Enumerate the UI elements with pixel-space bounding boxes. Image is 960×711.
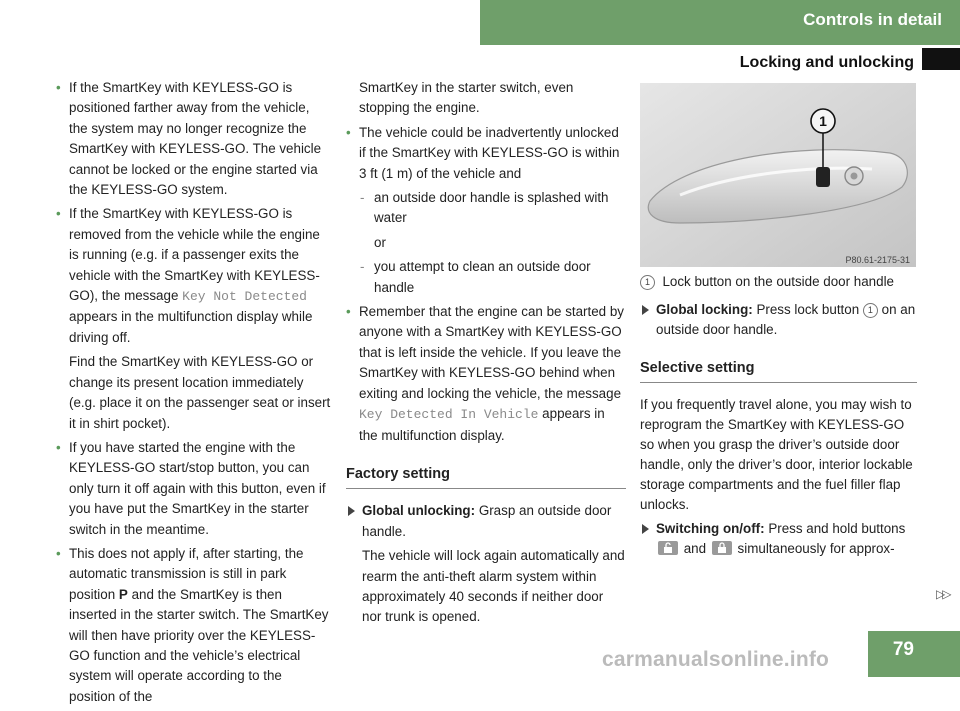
figure-callout: 1 bbox=[819, 113, 827, 129]
door-handle-figure bbox=[640, 83, 916, 267]
door-handle-illustration bbox=[640, 83, 916, 267]
bullet-unlocked: • The vehicle could be inadvertently unlocked if the SmartKey with KEYLESS-GO is within 3 ft (1 m) of the vehicle and bbox=[346, 123, 626, 184]
bullet-start-stop: • If you have started the engine with the KEYLESS-GO start/stop button, you can only turn it off again with this button, even if you have put the SmartKey in the starter switch in the meantime. bbox=[56, 438, 331, 540]
step-global-unlocking: Global unlocking: Grasp an outside door handle. bbox=[346, 501, 626, 542]
display-message: Key Not Detected bbox=[182, 289, 307, 305]
bullet-removed: • If the SmartKey with KEYLESS-GO is removed from the vehicle while the engine is running (e.g. if a passenger exits the vehicle with the SmartKey with KEYLESS-GO), the message Key Not Detected appears in the multifunction display while driving off. bbox=[56, 204, 331, 348]
display-message-2: Key Detected In Vehicle bbox=[359, 407, 539, 423]
continue-arrows-icon: ▷▷ bbox=[936, 587, 949, 601]
lock-button-icon bbox=[712, 541, 732, 555]
continued-text: SmartKey in the starter switch, even stopping the engine. bbox=[359, 80, 574, 116]
column-1 bbox=[56, 78, 331, 711]
paragraph-selective: If you frequently travel alone, you may wish to reprogram the SmartKey with KEYLESS-GO so when you grasp the driver’s outside door handle, only the driver’s door, interior lockable storage compartments and the fuel filler flap unlocks. bbox=[640, 397, 913, 512]
step-switching: Switching on/off: Press and hold buttons and simultaneously for approx- bbox=[640, 519, 917, 559]
heading-selective-setting: Selective setting bbox=[640, 358, 917, 383]
heading-factory-setting: Factory setting bbox=[346, 464, 626, 489]
figure-caption: 1 Lock button on the outside door handle bbox=[640, 272, 917, 292]
column-2 bbox=[346, 78, 626, 632]
dash-item-water: - an outside door handle is splashed with water bbox=[346, 188, 626, 229]
paragraph-find: Find the SmartKey with KEYLESS-GO or change its present location immediately (e.g. place it on the passenger seat or insert it in shirt pocket). bbox=[69, 354, 331, 431]
bullet-park: • This does not apply if, after starting, the automatic transmission is still in park position P and the SmartKey is then inserted in the starter switch. The SmartKey will then have priority over the KEYLESS-GO function and the vehicle’s electrical system will operate according to the position of the bbox=[56, 544, 331, 707]
callout-1-inline-icon: 1 bbox=[863, 303, 878, 318]
header-band bbox=[480, 0, 960, 45]
paragraph-relock: The vehicle will lock again automatically and rearm the anti-theft alarm system within approximately 40 seconds if neither door nor trunk is opened. bbox=[362, 548, 625, 625]
column-3 bbox=[640, 272, 917, 563]
page-number: 79 bbox=[892, 639, 914, 660]
subsection-title: Locking and unlocking bbox=[739, 54, 914, 71]
bullet-remember: • Remember that the engine can be started by anyone with a SmartKey with KEYLESS-GO that is left inside the vehicle. If you leave the SmartKey with KEYLESS-GO behind when exiting and locking the vehicle, the message Key Detected In Vehicle appears in the multifunction display. bbox=[346, 302, 626, 446]
step-global-locking: Global locking: Press lock button 1 on an outside door handle. bbox=[640, 300, 917, 340]
dash-or: or bbox=[374, 234, 386, 250]
section-title: Controls in detail bbox=[803, 10, 942, 29]
figure-code: P80.61-2175-31 bbox=[845, 255, 910, 265]
watermark: carmanualsonline.info bbox=[602, 648, 830, 671]
dash-item-clean: - you attempt to clean an outside door handle bbox=[346, 257, 626, 298]
unlock-button-icon bbox=[658, 541, 678, 555]
page-number-box bbox=[868, 631, 960, 677]
bullet-range: • If the SmartKey with KEYLESS-GO is positioned farther away from the vehicle, the system may no longer recognize the SmartKey with KEYLESS-GO. The vehicle cannot be locked or the engine started via the KEYLESS-GO system. bbox=[56, 78, 331, 200]
callout-1-icon: 1 bbox=[640, 275, 655, 290]
header-marker bbox=[922, 48, 960, 70]
